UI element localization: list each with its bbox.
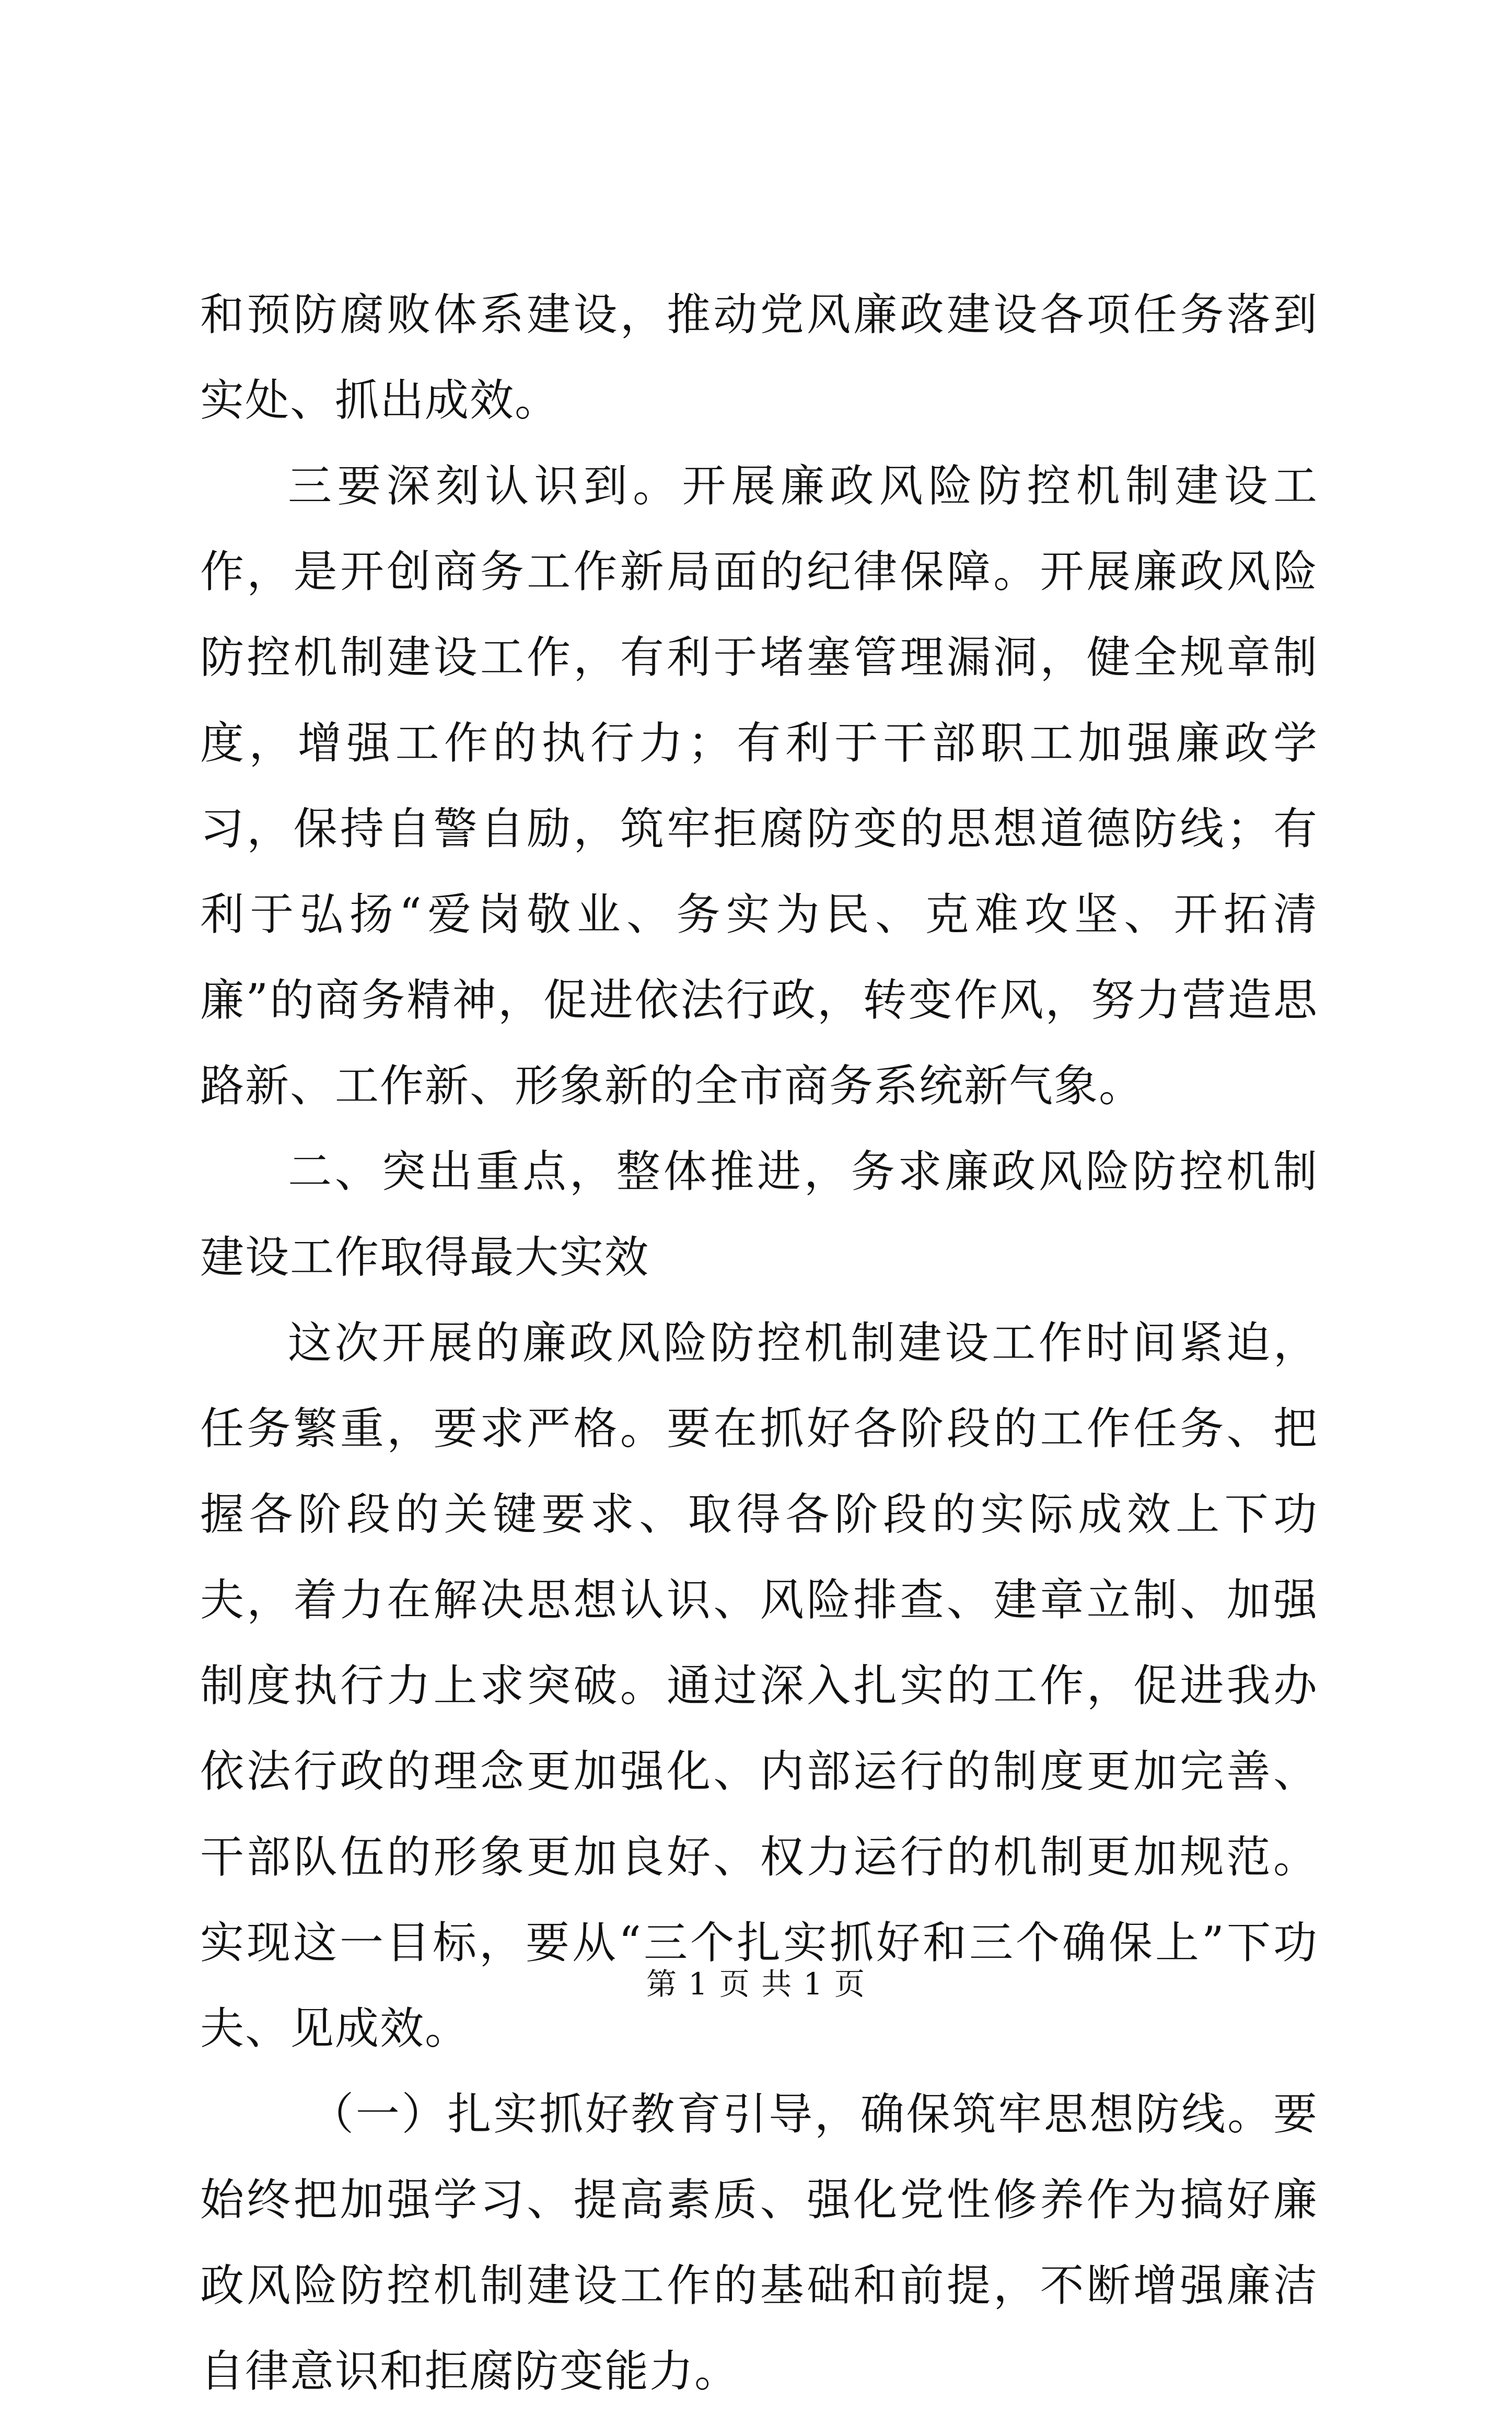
section-heading-2: 二、突出重点，整体推进，务求廉政风险防控机制建设工作取得最大实效 — [200, 1146, 1318, 1283]
paragraph-2: 三要深刻认识到。开展廉政风险防控机制建设工作，是开创商务工作新局面的纪律保障。开展廉政风险防控机制建设工作，有利于堵塞管理漏洞，健全规章制度，增强工作的执行力；有利于干部职工加强廉政学习，保持自警自励，筑牢拒腐防变的思想道德防线；有利于弘扬“爱岗敬业、务实为民、克难攻坚、开拓清廉”的商务精神，促进依法行政，转变作风，努力营造思路新、工作新、形象新的全市商务系统新气象。 — [200, 460, 1318, 1111]
paragraph-4: （一）扎实抓好教育引导，确保筑牢思想防线。要始终把加强学习、提高素质、强化党性修养作为搞好廉政风险防控机制建设工作的基础和前提，不断增强廉洁自律意识和拒腐防变能力。 — [200, 2088, 1318, 2397]
document-body — [200, 272, 1318, 2414]
paragraph-3: 这次开展的廉政风险防控机制建设工作时间紧迫，任务繁重，要求严格。要在抓好各阶段的工作任务、把握各阶段的关键要求、取得各阶段的实际成效上下功夫，着力在解决思想认识、风险排查、建章立制、加强制度执行力上求突破。通过深入扎实的工作，促进我办依法行政的理念更加强化、内部运行的制度更加完善、干部队伍的形象更加良好、权力运行的机制更加规范。实现这一目标，要从“三个扎实抓好和三个确保上”下功夫、见成效。 — [200, 1317, 1318, 2054]
page-footer: 第 1 页 共 1 页 — [646, 1966, 866, 2002]
paragraph-1: 和预防腐败体系建设，推动党风廉政建设各项任务落到实处、抓出成效。 — [200, 289, 1318, 426]
